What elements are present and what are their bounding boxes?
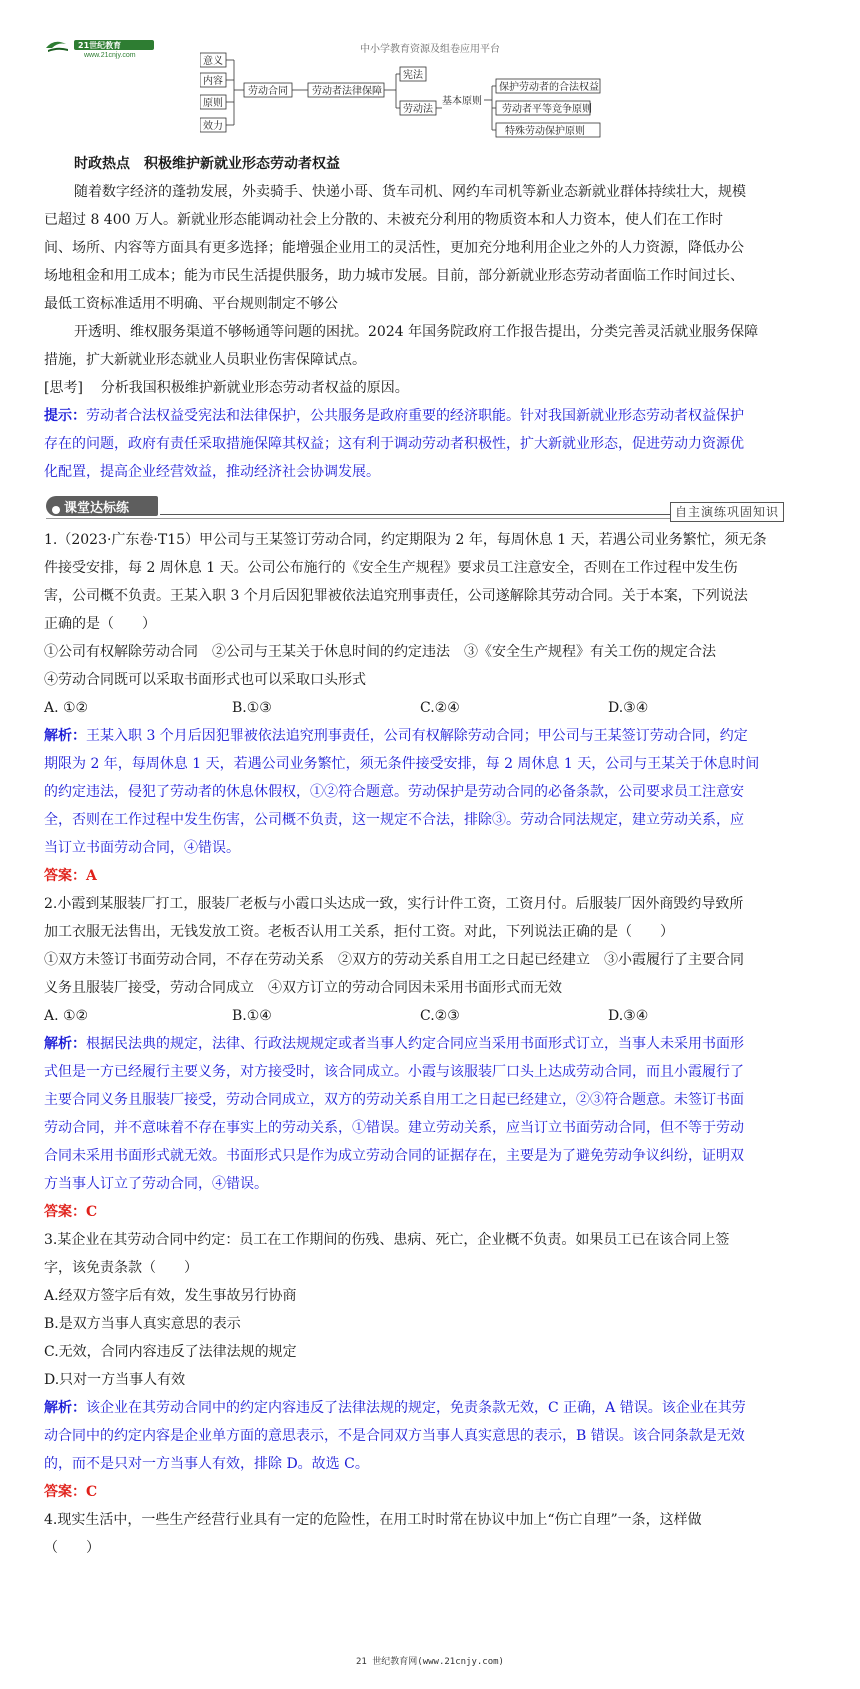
- think-label: [思考]: [44, 380, 83, 396]
- question-3-stem: 3.某企业在其劳动合同中约定：员工在工作期间的伤残、患病、死亡，企业概不负责。如果员工已在该合同上签: [44, 1232, 730, 1248]
- page-footer: 21 世纪教育网(www.21cnjy.com): [356, 1657, 504, 1667]
- diagram-item-content: 内容: [203, 76, 223, 87]
- question-2-item: ①双方未签订书面劳动合同，不存在劳动关系 ②双方的劳动关系自用工之日起已经建立 ③小霞履行了主要合同: [44, 952, 744, 968]
- analysis-line: 主要合同义务且服装厂接受，劳动合同成立，双方的劳动关系自用工之日起已经建立，②③符合题意。未签订书面: [44, 1092, 744, 1108]
- answer-label: 答案：: [44, 1204, 86, 1220]
- question-1-item: ④劳动合同既可以采取书面形式也可以采取口头形式: [44, 672, 366, 688]
- question-2-stem: 加工衣服无法售出，无钱发放工资。老板否认用工关系，拒付工资。对此，下列说法正确的是（ ）: [44, 924, 674, 940]
- option-c: C.②④: [420, 700, 460, 716]
- hint-line: 劳动者合法权益受宪法和法律保护，公共服务是政府重要的经济职能。针对我国新就业形态劳动者权益保护: [86, 408, 744, 424]
- answer-value: A: [86, 868, 97, 884]
- hint-line: 化配置，提高企业经营效益，推动经济社会协调发展。: [44, 464, 380, 480]
- question-1-item: ①公司有权解除劳动合同 ②公司与王某关于休息时间的约定违法 ③《安全生产规程》有关工伤的规定合法: [44, 644, 716, 660]
- hint-label: 提示：: [44, 408, 86, 424]
- option-d: D.③④: [608, 700, 649, 716]
- question-3-stem: 字，该免责条款（ ）: [44, 1260, 198, 1276]
- answer-row: [44, 1198, 820, 1226]
- diagram-constitution: 宪法: [403, 70, 423, 81]
- diagram-basic-principles: 基本原则: [442, 96, 482, 107]
- analysis-line: 劳动合同，并不意味着不存在事实上的劳动关系，①错误。建立劳动关系，应当订立书面劳动合同，但不等于劳动: [44, 1120, 744, 1136]
- question-1-options: [44, 694, 820, 722]
- analysis-line: 当订立书面劳动合同，④错误。: [44, 840, 240, 856]
- paragraph-line: 随着数字经济的蓬勃发展，外卖骑手、快递小哥、货车司机、网约车司机等新业态新就业群体持续壮大，规模: [74, 184, 746, 200]
- option-b: B.①④: [232, 1008, 272, 1024]
- option-d: D.③④: [608, 1008, 649, 1024]
- analysis-label: 解析：: [44, 728, 86, 744]
- paragraph-line: 最低工资标准适用不明确、平台规则制定不够公: [44, 296, 338, 312]
- bullet-icon: [52, 506, 60, 514]
- analysis-row: [44, 1394, 820, 1422]
- hint-row: [44, 402, 820, 430]
- diagram-principle-2: 劳动者平等竞争原则: [502, 104, 592, 115]
- knowledge-diagram: [200, 52, 660, 152]
- answer-label: 答案：: [44, 1484, 86, 1500]
- option-a: A. ①②: [44, 700, 89, 716]
- diagram-item-principle: 原则: [203, 98, 223, 109]
- question-1-stem: 1.（2023·广东卷·T15）甲公司与王某签订劳动合同，约定期限为 2 年，每周休息 1 天，若遇公司业务繁忙，须无条: [44, 532, 767, 548]
- question-4-stem: （ ）: [44, 1540, 100, 1556]
- analysis-line: 根据民法典的规定，法律、行政法规规定或者当事人约定合同应当采用书面形式订立，当事人未采用书面形: [86, 1036, 744, 1052]
- option-c: C.②③: [420, 1008, 460, 1024]
- analysis-label: 解析：: [44, 1400, 86, 1416]
- question-2-options: [44, 1002, 820, 1030]
- answer-row: [44, 1478, 820, 1506]
- analysis-row: [44, 722, 820, 750]
- analysis-line: 的约定违法，侵犯了劳动者的休息休假权，①②符合题意。劳动保护是劳动合同的必备条款，公司要求员工注意安: [44, 784, 744, 800]
- question-4-stem: 4.现实生活中，一些生产经营行业具有一定的危险性，在用工时时常在协议中加上“伤亡自理”一条，这样做: [44, 1512, 702, 1528]
- analysis-line: 全，否则在工作过程中发生伤害，公司概不负责，这一规定不合法，排除③。劳动合同法规定，建立劳动关系，应: [44, 812, 744, 828]
- analysis-line: 式但是一方已经履行主要义务，对方接受时，该合同成立。小霞与该服装厂口头上达成劳动合同，而且小霞履行了: [44, 1064, 744, 1080]
- answer-row: [44, 862, 820, 890]
- analysis-line: 动合同中的约定内容是企业单方面的意思表示，不是合同双方当事人真实意思的表示，B 错误。该合同条款是无效: [44, 1428, 745, 1444]
- option-c: C.无效，合同内容违反了法律法规的规定: [44, 1344, 297, 1360]
- paragraph-line: 间、场所、内容等方面具有更多选择；能增强企业用工的灵活性，更加充分地利用企业之外的人力资源，降低办公: [44, 240, 744, 256]
- think-row: [44, 374, 820, 402]
- diagram-item-effect: 效力: [203, 121, 223, 132]
- option-b: B.①③: [232, 700, 272, 716]
- answer-label: 答案：: [44, 868, 86, 884]
- option-a: A.经双方签字后有效，发生事故另行协商: [44, 1288, 297, 1304]
- option-b: B.是双方当事人真实意思的表示: [44, 1316, 241, 1332]
- diagram-labor-law: 劳动法: [403, 104, 433, 115]
- diagram-principle-3: 特殊劳动保护原则: [505, 126, 585, 137]
- section-header: [44, 492, 820, 522]
- analysis-row: [44, 1030, 820, 1058]
- question-1-stem: 正确的是（ ）: [44, 616, 156, 632]
- question-2-stem: 2.小霞到某服装厂打工，服装厂老板与小霞口头达成一致，实行计件工资，工资月付。后服装厂因外商毁约导致所: [44, 896, 744, 912]
- logo-url: www.21cnjy.com: [84, 52, 136, 59]
- analysis-line: 该企业在其劳动合同中的约定内容违反了法律法规的规定，免责条款无效，C 正确，A 错误。该企业在其劳: [86, 1400, 746, 1416]
- question-1-stem: 害，公司概不负责。王某入职 3 个月后因犯罪被依法追究刑事责任，公司遂解除其劳动合同。关于本案，下列说法: [44, 588, 748, 604]
- analysis-line: 王某入职 3 个月后因犯罪被依法追究刑事责任，公司有权解除劳动合同；甲公司与王某签订劳动合同，约定: [86, 728, 748, 744]
- hot-topic-title: 时政热点 积极维护新就业形态劳动者权益: [74, 156, 340, 172]
- question-2-item: 义务且服装厂接受，劳动合同成立 ④双方订立的劳动合同因未采用书面形式而无效: [44, 980, 562, 996]
- section-pill: [46, 496, 158, 516]
- diagram-item-meaning: 意义: [203, 56, 223, 67]
- analysis-line: 合同未采用书面形式就无效。书面形式只是作为成立劳动合同的证据存在，主要是为了避免劳动争议纠纷，证明双: [44, 1148, 744, 1164]
- hint-line: 存在的问题，政府有责任采取措施保障其权益；这有利于调动劳动者积极性，扩大新就业形态，促进劳动力资源优: [44, 436, 744, 452]
- svg-text:21世纪教育: 21世纪教育: [78, 41, 122, 50]
- section-title: 课堂达标练: [64, 501, 130, 516]
- analysis-label: 解析：: [44, 1036, 86, 1052]
- answer-value: C: [86, 1204, 98, 1220]
- header-title: 中小学教育资源及组卷应用平台: [360, 44, 500, 55]
- analysis-line: 期限为 2 年，每周休息 1 天，若遇公司业务繁忙，须无条件接受安排，每 2 周休息 1 天，公司与王某关于休息时间: [44, 756, 760, 772]
- analysis-line: 方当事人订立了劳动合同，④错误。: [44, 1176, 268, 1192]
- section-subtitle: 自主演练巩固知识: [670, 502, 784, 522]
- answer-value: C: [86, 1484, 98, 1500]
- question-1-stem: 件接受安排，每 2 周休息 1 天。公司公布施行的《安全生产规程》要求员工注意安全，否则在工作过程中发生伤: [44, 560, 738, 576]
- paragraph-line: 措施，扩大新就业形态就业人员职业伤害保障试点。: [44, 352, 366, 368]
- divider: [160, 514, 670, 515]
- option-a: A. ①②: [44, 1008, 89, 1024]
- divider: [46, 518, 670, 519]
- paragraph-line: 场地租金和用工成本；能为市民生活提供服务，助力城市发展。目前，部分新就业形态劳动者面临工作时间过长、: [44, 268, 744, 284]
- analysis-line: 的，而不是只对一方当事人有效，排除 D。故选 C。: [44, 1456, 369, 1472]
- main-content: [44, 150, 820, 1562]
- paragraph-line: 开透明、维权服务渠道不够畅通等问题的困扰。2024 年国务院政府工作报告提出，分类完善灵活就业服务保障: [74, 324, 759, 340]
- paragraph-line: 已超过 8 400 万人。新就业形态能调动社会上分散的、未被充分利用的物质资本和人力资本，使人们在工作时: [44, 212, 723, 228]
- diagram-labor-contract: 劳动合同: [248, 86, 288, 97]
- think-text: 分析我国积极维护新就业形态劳动者权益的原因。: [100, 380, 409, 396]
- diagram-law-system: 劳动者法律保障: [312, 86, 382, 97]
- diagram-principle-1: 保护劳动者的合法权益: [499, 82, 599, 93]
- option-d: D.只对一方当事人有效: [44, 1372, 186, 1388]
